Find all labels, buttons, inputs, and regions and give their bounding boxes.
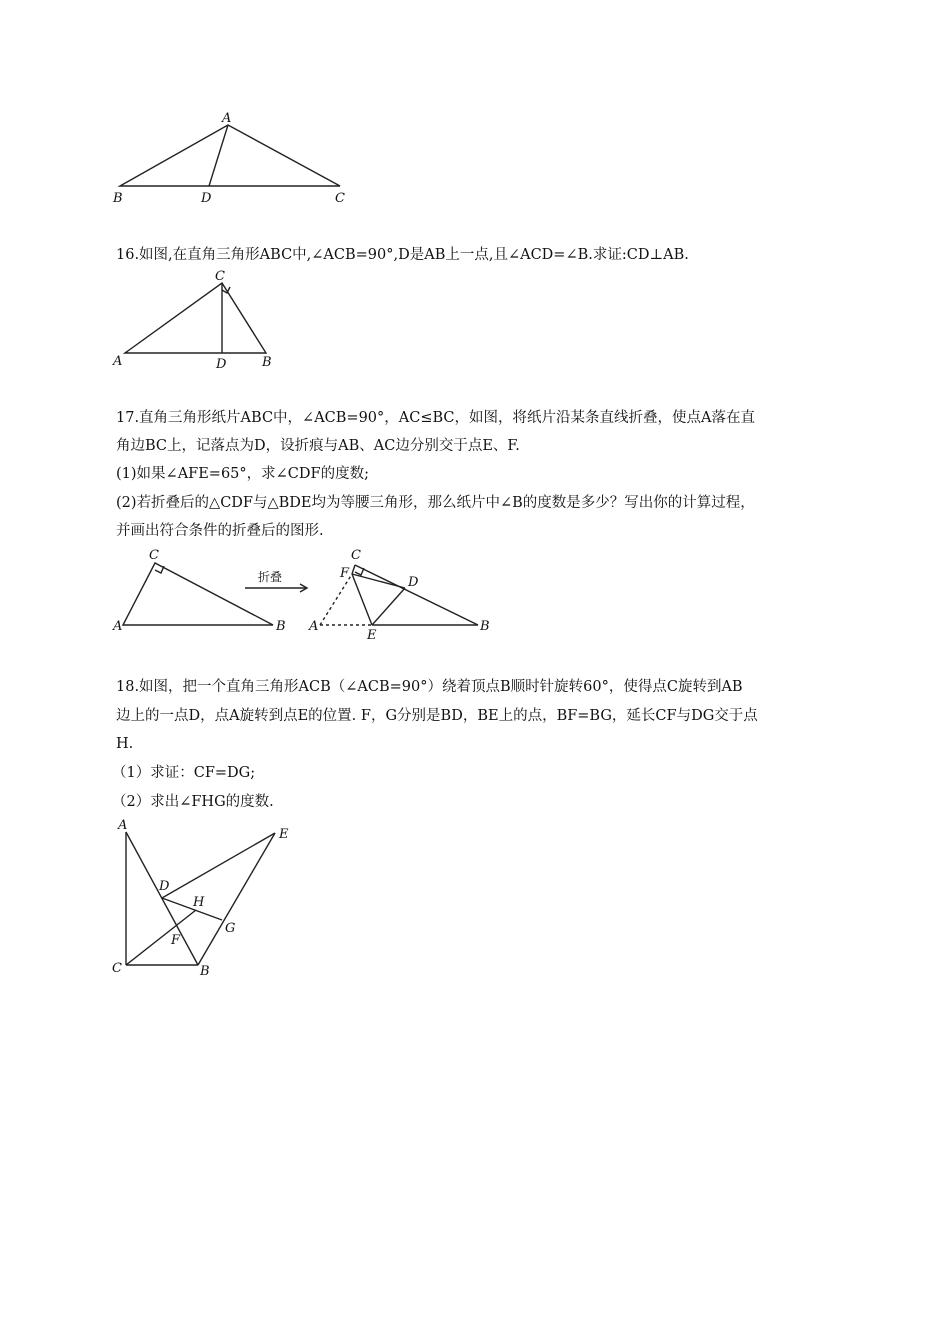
segment-be [198, 833, 275, 965]
label-d: D [159, 879, 170, 894]
label-d: D [216, 357, 227, 372]
label-c-right: C [351, 548, 361, 563]
q18-line2: 边上的一点D，点A旋转到点E的位置. F，G分别是BD，BE上的点，BF=BG，延长CF与DG交于点 [116, 708, 758, 724]
label-e: E [279, 827, 289, 842]
label-a-right: A [309, 619, 319, 634]
label-b: B [262, 355, 272, 370]
q17-part2b: 并画出符合条件的折叠后的图形. [116, 523, 324, 539]
label-b: B [113, 191, 123, 206]
label-f-right: F [340, 566, 350, 581]
label-c: C [215, 269, 225, 284]
label-d: D [201, 191, 212, 206]
q17-line2: 角边BC上，记落点为D，设折痕与AB、AC边分别交于点E、F. [116, 438, 520, 454]
q16-text: 16.如图,在直角三角形ABC中,∠ACB=90°,D是AB上一点,且∠ACD=∠B.求证:CD⊥AB. [116, 247, 689, 263]
q17-part1: (1)如果∠AFE=65°，求∠CDF的度数; [116, 466, 369, 482]
segment-de [162, 833, 275, 898]
segment-cf-extended [126, 910, 196, 965]
label-a: A [118, 818, 128, 833]
label-h: H [193, 895, 205, 910]
q18-part2: （2）求出∠FHG的度数. [112, 794, 274, 810]
label-c: C [335, 191, 345, 206]
label-b-left: B [276, 619, 286, 634]
label-b: B [200, 964, 210, 979]
q17-line1: 17.直角三角形纸片ABC中，∠ACB=90°，AC≤BC，如图，将纸片沿某条直线折叠，使点A落在直 [116, 410, 755, 426]
label-a: A [113, 354, 123, 369]
label-b-right: B [480, 619, 490, 634]
label-c: C [112, 961, 122, 976]
label-a: A [222, 111, 232, 126]
label-e-right: E [367, 628, 377, 643]
q18-line1: 18.如图，把一个直角三角形ACB（∠ACB=90°）绕着顶点B顺时针旋转60°，使得点C旋转到AB [116, 679, 743, 695]
label-a-left: A [113, 619, 123, 634]
label-g: G [225, 921, 236, 936]
segment-dg [162, 898, 222, 920]
q18-line3: H. [116, 736, 134, 752]
label-c-left: C [149, 548, 159, 563]
fold-label: 折叠 [258, 570, 283, 584]
label-f: F [171, 933, 181, 948]
q18-part1: （1）求证：CF=DG; [112, 765, 256, 781]
label-d-right: D [408, 575, 419, 590]
q17-part2a: (2)若折叠后的△CDF与△BDE均为等腰三角形，那么纸片中∠B的度数是多少？写出你的计算过程， [116, 495, 755, 511]
